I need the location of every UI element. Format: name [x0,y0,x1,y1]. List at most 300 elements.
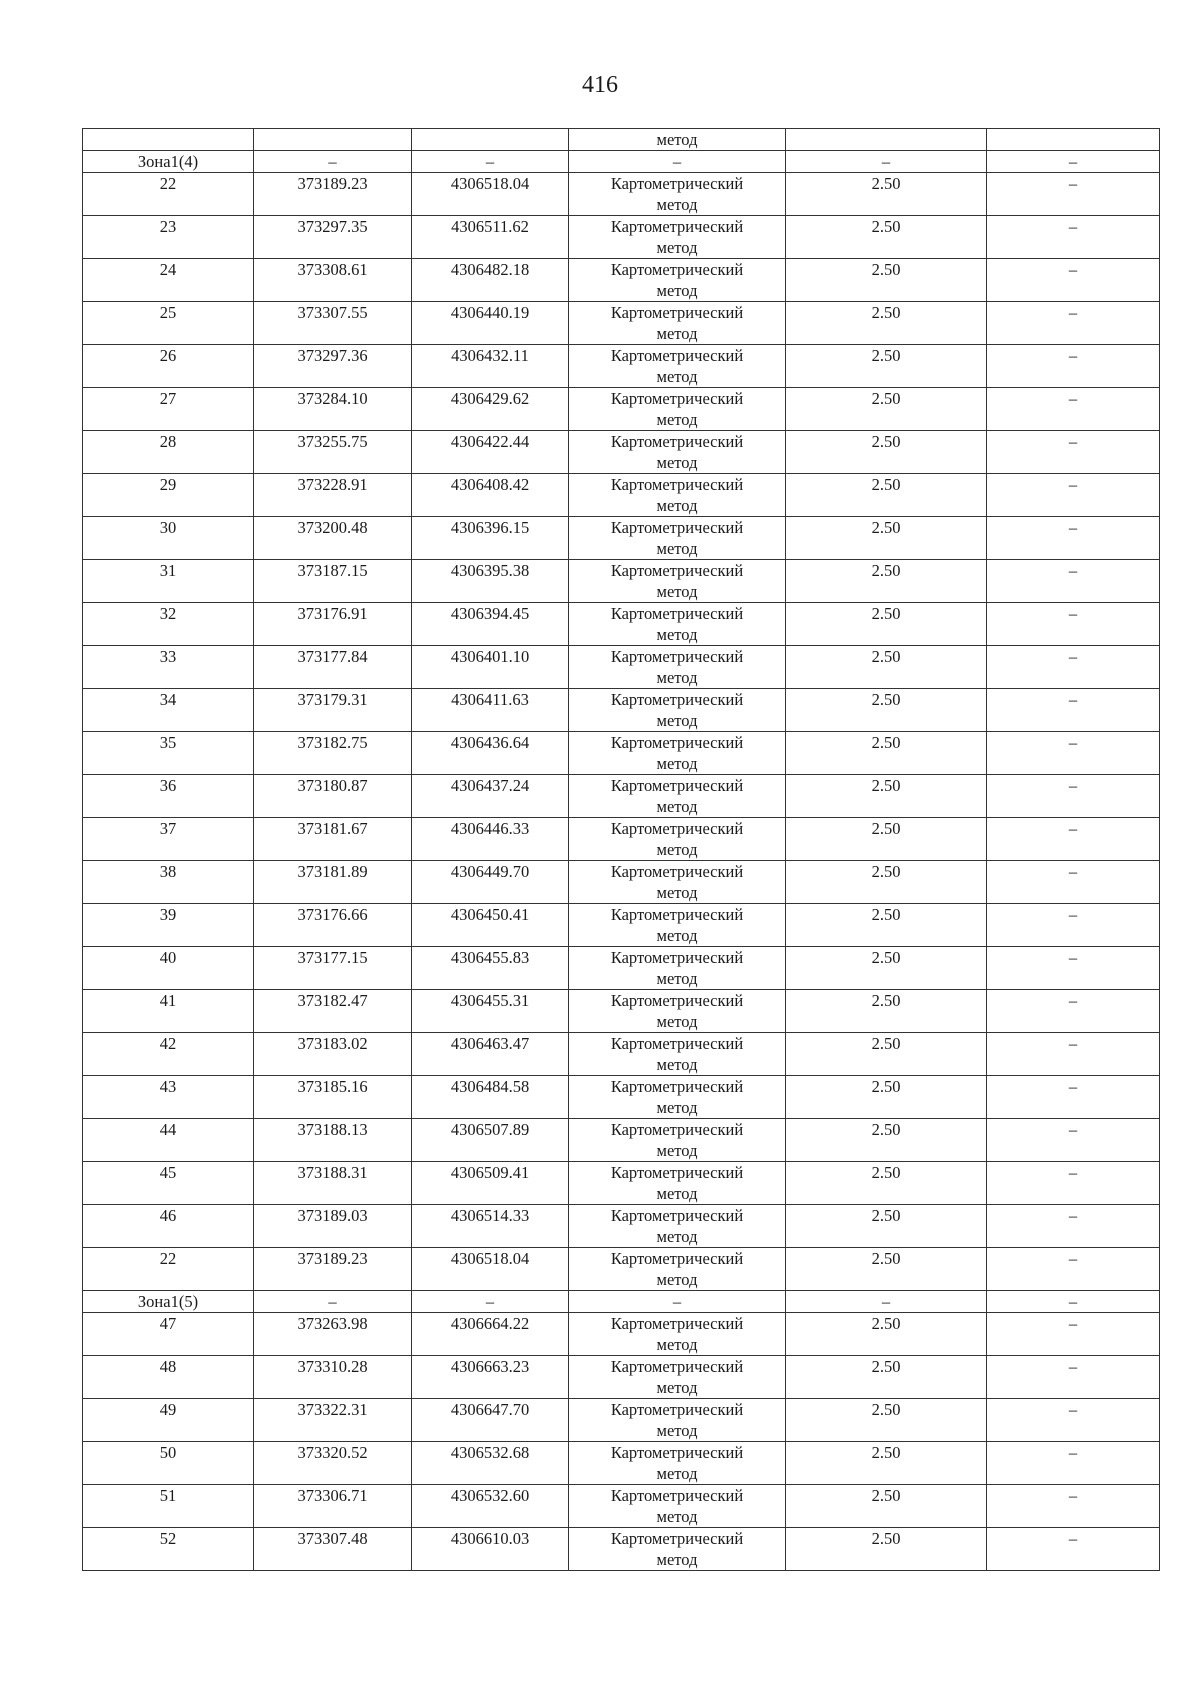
accuracy-cell: – [786,1291,987,1313]
method-line-2: метод [656,1055,698,1074]
accuracy-cell: 2.50 [786,1485,987,1528]
accuracy-cell: 2.50 [786,1356,987,1399]
x-coordinate-cell: 373185.16 [254,1076,412,1119]
y-coordinate-cell: 4306647.70 [412,1399,569,1442]
table-row [83,1485,1160,1528]
point-number-cell: 40 [83,947,254,990]
description-cell: – [987,947,1160,990]
point-number-cell: 38 [83,861,254,904]
method-line-2: метод [656,883,698,902]
y-coordinate-cell: 4306437.24 [412,775,569,818]
point-number-cell: 41 [83,990,254,1033]
description-cell: – [987,302,1160,345]
y-coordinate-cell: 4306436.64 [412,732,569,775]
table-row [83,1248,1160,1291]
description-cell: – [987,818,1160,861]
table-row [83,345,1160,388]
table-row [83,388,1160,431]
y-coordinate-cell: 4306518.04 [412,173,569,216]
method-line-2: метод [656,1184,698,1203]
method-cell [569,1033,786,1076]
point-number-cell: 22 [83,1248,254,1291]
method-cell [569,345,786,388]
method-line-2: метод [656,926,698,945]
accuracy-cell: 2.50 [786,431,987,474]
method-line-1: Картометрический [610,647,744,666]
accuracy-cell: 2.50 [786,388,987,431]
point-number-cell: 23 [83,216,254,259]
method-line-1: Картометрический [610,475,744,494]
method-cell [569,302,786,345]
method-line-1: Картометрический [610,733,744,752]
x-coordinate-cell: 373307.55 [254,302,412,345]
description-cell: – [987,1033,1160,1076]
method-line-2: метод [656,410,698,429]
accuracy-cell: 2.50 [786,990,987,1033]
table-row [83,904,1160,947]
y-coordinate-cell: 4306411.63 [412,689,569,732]
table-row [83,861,1160,904]
point-number-cell: 46 [83,1205,254,1248]
method-line-2: метод [656,1335,698,1354]
method-cell [569,732,786,775]
method-line-1: Картометрический [610,991,744,1010]
method-cell [569,603,786,646]
accuracy-cell: 2.50 [786,1528,987,1571]
accuracy-cell: – [786,151,987,173]
point-number-cell: 28 [83,431,254,474]
point-number-cell: 30 [83,517,254,560]
method-cell [569,947,786,990]
method-line-1: Картометрический [610,1034,744,1053]
x-coordinate-cell: 373188.31 [254,1162,412,1205]
zone-header-row [83,1291,1160,1313]
point-number-cell: 39 [83,904,254,947]
x-coordinate-cell: 373307.48 [254,1528,412,1571]
x-coordinate-cell: 373263.98 [254,1313,412,1356]
accuracy-cell: 2.50 [786,818,987,861]
method-cell [569,1528,786,1571]
x-coordinate-cell [254,129,412,151]
y-coordinate-cell: 4306518.04 [412,1248,569,1291]
x-coordinate-cell: 373320.52 [254,1442,412,1485]
x-coordinate-cell: 373189.03 [254,1205,412,1248]
accuracy-cell: 2.50 [786,1399,987,1442]
description-cell: – [987,990,1160,1033]
method-line-1: Картометрический [610,174,744,193]
point-number-cell: Зона1(5) [83,1291,254,1313]
x-coordinate-cell: 373182.75 [254,732,412,775]
y-coordinate-cell: 4306396.15 [412,517,569,560]
method-line-2: метод [656,1550,698,1569]
table-row [83,517,1160,560]
accuracy-cell: 2.50 [786,517,987,560]
x-coordinate-cell: 373322.31 [254,1399,412,1442]
method-cell [569,861,786,904]
y-coordinate-cell: 4306401.10 [412,646,569,689]
method-line-2: метод [656,1464,698,1483]
method-line-1: Картометрический [610,260,744,279]
point-number-cell: Зона1(4) [83,151,254,173]
accuracy-cell: 2.50 [786,216,987,259]
table-row [83,1399,1160,1442]
x-coordinate-cell: – [254,151,412,173]
accuracy-cell: 2.50 [786,1119,987,1162]
description-cell: – [987,388,1160,431]
method-line-2: метод [656,1507,698,1526]
method-line-2: метод [656,582,698,601]
y-coordinate-cell: 4306509.41 [412,1162,569,1205]
table-row [83,603,1160,646]
point-number-cell: 22 [83,173,254,216]
method-line-2: метод [656,1098,698,1117]
method-cell [569,474,786,517]
table-row [83,1356,1160,1399]
description-cell: – [987,431,1160,474]
table-row [83,1528,1160,1571]
point-number-cell: 32 [83,603,254,646]
y-coordinate-cell: 4306455.83 [412,947,569,990]
description-cell: – [987,904,1160,947]
y-coordinate-cell: 4306432.11 [412,345,569,388]
y-coordinate-cell: 4306422.44 [412,431,569,474]
x-coordinate-cell: 373228.91 [254,474,412,517]
description-cell: – [987,689,1160,732]
table-row [83,1313,1160,1356]
method-line-1: Картометрический [610,1486,744,1505]
method-cell [569,388,786,431]
point-number-cell: 34 [83,689,254,732]
y-coordinate-cell: 4306514.33 [412,1205,569,1248]
accuracy-cell: 2.50 [786,775,987,818]
x-coordinate-cell: 373297.36 [254,345,412,388]
y-coordinate-cell: 4306532.68 [412,1442,569,1485]
method-line-1: Картометрический [610,1077,744,1096]
accuracy-cell: 2.50 [786,173,987,216]
description-cell: – [987,1162,1160,1205]
method-cell [569,1313,786,1356]
accuracy-cell: 2.50 [786,1442,987,1485]
description-cell: – [987,1205,1160,1248]
y-coordinate-cell: 4306429.62 [412,388,569,431]
method-line-2: метод [656,1270,698,1289]
accuracy-cell: 2.50 [786,345,987,388]
x-coordinate-cell: – [254,1291,412,1313]
method-line-1: Картометрический [610,819,744,838]
method-line-2: метод [656,324,698,343]
table-row [83,1076,1160,1119]
accuracy-cell: 2.50 [786,646,987,689]
y-coordinate-cell: 4306450.41 [412,904,569,947]
accuracy-cell: 2.50 [786,1076,987,1119]
description-cell: – [987,1076,1160,1119]
method-line-1: Картометрический [610,862,744,881]
y-coordinate-cell: 4306610.03 [412,1528,569,1571]
method-line-1: Картометрический [610,690,744,709]
x-coordinate-cell: 373187.15 [254,560,412,603]
accuracy-cell: 2.50 [786,904,987,947]
accuracy-cell: 2.50 [786,1313,987,1356]
description-cell: – [987,560,1160,603]
point-number-cell: 50 [83,1442,254,1485]
x-coordinate-cell: 373183.02 [254,1033,412,1076]
x-coordinate-cell: 373177.84 [254,646,412,689]
point-number-cell: 24 [83,259,254,302]
method-line-1: Картометрический [610,604,744,623]
method-line-1: Картометрический [610,1529,744,1548]
point-number-cell: 35 [83,732,254,775]
method-cell [569,818,786,861]
point-number-cell: 44 [83,1119,254,1162]
description-cell: – [987,1119,1160,1162]
x-coordinate-cell: 373306.71 [254,1485,412,1528]
method-line-1: Картометрический [610,346,744,365]
y-coordinate-cell [412,129,569,151]
method-line-2: метод [656,711,698,730]
accuracy-cell: 2.50 [786,732,987,775]
accuracy-cell: 2.50 [786,474,987,517]
y-coordinate-cell: – [412,151,569,173]
table-row [83,431,1160,474]
method-line-2: метод [656,1141,698,1160]
point-number-cell: 42 [83,1033,254,1076]
point-number-cell: 45 [83,1162,254,1205]
table-row [83,689,1160,732]
method-cell [569,689,786,732]
method-cell [569,173,786,216]
method-line-1: Картометрический [610,776,744,795]
y-coordinate-cell: 4306463.47 [412,1033,569,1076]
method-line-1: Картометрический [610,1400,744,1419]
method-line-1: Картометрический [610,1163,744,1182]
accuracy-cell [786,129,987,151]
description-cell: – [987,151,1160,173]
y-coordinate-cell: 4306449.70 [412,861,569,904]
x-coordinate-cell: 373182.47 [254,990,412,1033]
method-cell [569,1485,786,1528]
point-number-cell: 25 [83,302,254,345]
description-cell: – [987,345,1160,388]
description-cell: – [987,1442,1160,1485]
method-line-1: Картометрический [610,1357,744,1376]
description-cell [987,129,1160,151]
y-coordinate-cell: 4306455.31 [412,990,569,1033]
method-cell [569,216,786,259]
x-coordinate-cell: 373179.31 [254,689,412,732]
table-row [83,990,1160,1033]
y-coordinate-cell: 4306440.19 [412,302,569,345]
y-coordinate-cell: – [412,1291,569,1313]
method-line-2: метод [656,496,698,515]
x-coordinate-cell: 373176.91 [254,603,412,646]
x-coordinate-cell: 373176.66 [254,904,412,947]
method-cell [569,1356,786,1399]
x-coordinate-cell: 373297.35 [254,216,412,259]
method-cell [569,1205,786,1248]
method-cell [569,1162,786,1205]
description-cell: – [987,646,1160,689]
point-number-cell: 51 [83,1485,254,1528]
table-row [83,775,1160,818]
method-line-2: метод [656,453,698,472]
x-coordinate-cell: 373310.28 [254,1356,412,1399]
method-line-1: Картометрический [610,303,744,322]
method-line-1: Картометрический [610,389,744,408]
method-cell [569,646,786,689]
y-coordinate-cell: 4306394.45 [412,603,569,646]
method-line-1: Картометрический [610,518,744,537]
method-cell [569,775,786,818]
point-number-cell: 31 [83,560,254,603]
method-cell: – [569,151,786,173]
y-coordinate-cell: 4306482.18 [412,259,569,302]
method-line-2: метод [656,281,698,300]
method-line-1: Картометрический [610,1206,744,1225]
x-coordinate-cell: 373284.10 [254,388,412,431]
table-row [83,560,1160,603]
description-cell: – [987,259,1160,302]
y-coordinate-cell: 4306663.23 [412,1356,569,1399]
description-cell: – [987,1291,1160,1313]
description-cell: – [987,173,1160,216]
description-cell: – [987,1528,1160,1571]
method-cell [569,1076,786,1119]
x-coordinate-cell: 373308.61 [254,259,412,302]
coordinates-table-body [83,129,1160,1571]
x-coordinate-cell: 373181.67 [254,818,412,861]
method-line-2: метод [656,195,698,214]
point-number-cell: 52 [83,1528,254,1571]
accuracy-cell: 2.50 [786,947,987,990]
method-line-2: метод [656,1421,698,1440]
table-row [83,1162,1160,1205]
method-line-2: метод [656,754,698,773]
y-coordinate-cell: 4306446.33 [412,818,569,861]
method-line-1: Картометрический [610,1120,744,1139]
y-coordinate-cell: 4306511.62 [412,216,569,259]
description-cell: – [987,1248,1160,1291]
method-line-1: Картометрический [610,1249,744,1268]
table-row [83,1033,1160,1076]
x-coordinate-cell: 373189.23 [254,173,412,216]
zone-header-row [83,151,1160,173]
table-row [83,1205,1160,1248]
method-line-2: метод [656,1227,698,1246]
coordinates-table [82,128,1160,1571]
table-row [83,259,1160,302]
x-coordinate-cell: 373188.13 [254,1119,412,1162]
method-cell [569,904,786,947]
method-line-2: метод [656,840,698,859]
accuracy-cell: 2.50 [786,689,987,732]
description-cell: – [987,732,1160,775]
x-coordinate-cell: 373177.15 [254,947,412,990]
method-line-2: метод [656,668,698,687]
accuracy-cell: 2.50 [786,560,987,603]
point-number-cell: 26 [83,345,254,388]
method-line-1: Картометрический [610,432,744,451]
description-cell: – [987,517,1160,560]
method-line-1: Картометрический [610,905,744,924]
method-cell [569,1399,786,1442]
method-cell [569,1248,786,1291]
y-coordinate-cell: 4306484.58 [412,1076,569,1119]
point-number-cell [83,129,254,151]
accuracy-cell: 2.50 [786,1033,987,1076]
method-cell: метод [569,129,786,151]
accuracy-cell: 2.50 [786,1162,987,1205]
method-line-2: метод [656,625,698,644]
description-cell: – [987,861,1160,904]
table-row [83,474,1160,517]
method-line-1: Картометрический [610,561,744,580]
page-number: 416 [582,72,618,98]
method-cell [569,1442,786,1485]
point-number-cell: 36 [83,775,254,818]
description-cell: – [987,1485,1160,1528]
accuracy-cell: 2.50 [786,302,987,345]
y-coordinate-cell: 4306532.60 [412,1485,569,1528]
method-line-2: метод [656,797,698,816]
method-line-2: метод [656,1012,698,1031]
y-coordinate-cell: 4306395.38 [412,560,569,603]
table-row [83,216,1160,259]
accuracy-cell: 2.50 [786,259,987,302]
table-row [83,818,1160,861]
method-line-2: метод [656,539,698,558]
method-line-1: Картометрический [610,1443,744,1462]
table-row [83,1119,1160,1162]
x-coordinate-cell: 373189.23 [254,1248,412,1291]
description-cell: – [987,1356,1160,1399]
method-cell [569,517,786,560]
accuracy-cell: 2.50 [786,603,987,646]
method-cell [569,560,786,603]
table-row [83,302,1160,345]
description-cell: – [987,1313,1160,1356]
table-row [83,129,1160,151]
point-number-cell: 49 [83,1399,254,1442]
accuracy-cell: 2.50 [786,861,987,904]
table-row [83,173,1160,216]
description-cell: – [987,216,1160,259]
point-number-cell: 47 [83,1313,254,1356]
point-number-cell: 29 [83,474,254,517]
x-coordinate-cell: 373200.48 [254,517,412,560]
table-row [83,1442,1160,1485]
x-coordinate-cell: 373181.89 [254,861,412,904]
method-line-1: Картометрический [610,217,744,236]
method-cell [569,431,786,474]
point-number-cell: 33 [83,646,254,689]
method-cell [569,259,786,302]
point-number-cell: 27 [83,388,254,431]
x-coordinate-cell: 373255.75 [254,431,412,474]
point-number-cell: 43 [83,1076,254,1119]
method-line-2: метод [656,1378,698,1397]
method-cell [569,990,786,1033]
description-cell: – [987,603,1160,646]
point-number-cell: 37 [83,818,254,861]
y-coordinate-cell: 4306408.42 [412,474,569,517]
table-row [83,646,1160,689]
y-coordinate-cell: 4306664.22 [412,1313,569,1356]
x-coordinate-cell: 373180.87 [254,775,412,818]
method-line-2: метод [656,367,698,386]
description-cell: – [987,474,1160,517]
y-coordinate-cell: 4306507.89 [412,1119,569,1162]
accuracy-cell: 2.50 [786,1248,987,1291]
